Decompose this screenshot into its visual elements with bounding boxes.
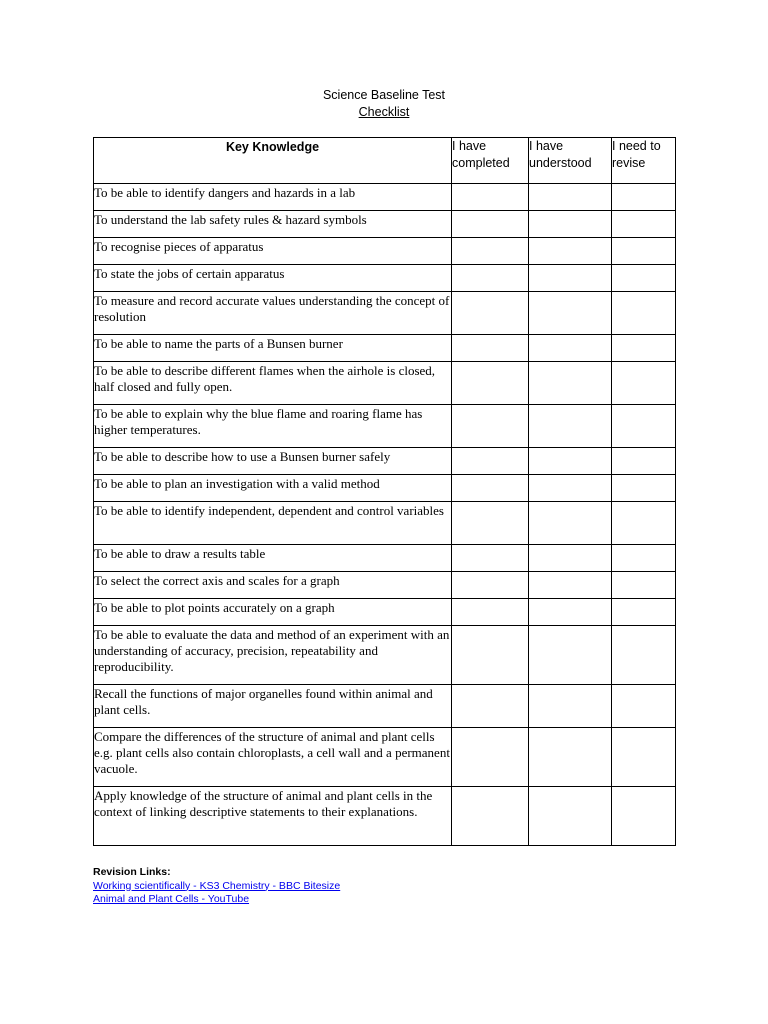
completed-checkbox-cell[interactable]: [452, 787, 529, 846]
table-row: [94, 572, 676, 599]
table-row: [94, 211, 676, 238]
knowledge-cell: Compare the differences of the structure of animal and plant cells e.g. plant cells also contain chloroplasts, a cell wall and a permanent vacuole.: [94, 728, 452, 787]
revision-link-bbc-bitesize[interactable]: Working scientifically - KS3 Chemistry - BBC Bitesize: [93, 879, 341, 892]
table-row: [94, 728, 676, 787]
understood-checkbox-cell[interactable]: [529, 572, 612, 599]
revise-checkbox-cell[interactable]: [612, 184, 676, 211]
completed-checkbox-cell[interactable]: [452, 475, 529, 502]
table-row: [94, 265, 676, 292]
revision-link-youtube[interactable]: Animal and Plant Cells - YouTube: [93, 893, 250, 905]
completed-checkbox-cell[interactable]: [452, 728, 529, 787]
completed-checkbox-cell[interactable]: [452, 292, 529, 335]
knowledge-cell: Recall the functions of major organelles found within animal and plant cells.: [94, 685, 452, 728]
revise-checkbox-cell[interactable]: [612, 405, 676, 448]
completed-checkbox-cell[interactable]: [452, 335, 529, 362]
revise-checkbox-cell[interactable]: [612, 362, 676, 405]
revision-heading: Revision Links:: [93, 866, 171, 878]
table-row: [94, 626, 676, 685]
table-row: [94, 362, 676, 405]
completed-checkbox-cell[interactable]: [452, 448, 529, 475]
understood-checkbox-cell[interactable]: [529, 211, 612, 238]
understood-checkbox-cell[interactable]: [529, 599, 612, 626]
table-row: [94, 545, 676, 572]
revise-checkbox-cell[interactable]: [612, 572, 676, 599]
understood-checkbox-cell[interactable]: [529, 475, 612, 502]
knowledge-cell: Apply knowledge of the structure of animal and plant cells in the context of linking descriptive statements to their explanations.: [94, 787, 452, 846]
knowledge-cell: To recognise pieces of apparatus: [94, 238, 452, 265]
header-completed: I have completed: [452, 138, 529, 184]
knowledge-cell: To state the jobs of certain apparatus: [94, 265, 452, 292]
table-row: [94, 184, 676, 211]
table-row: [94, 448, 676, 475]
revise-checkbox-cell[interactable]: [612, 502, 676, 545]
understood-checkbox-cell[interactable]: [529, 238, 612, 265]
knowledge-cell: To be able to name the parts of a Bunsen burner: [94, 335, 452, 362]
table-row: [94, 685, 676, 728]
header-understood: I have understood: [529, 138, 612, 184]
checklist-table: [93, 137, 676, 846]
understood-checkbox-cell[interactable]: [529, 292, 612, 335]
understood-checkbox-cell[interactable]: [529, 184, 612, 211]
completed-checkbox-cell[interactable]: [452, 405, 529, 448]
revise-checkbox-cell[interactable]: [612, 211, 676, 238]
completed-checkbox-cell[interactable]: [452, 238, 529, 265]
understood-checkbox-cell[interactable]: [529, 335, 612, 362]
header-revise: I need to revise: [612, 138, 676, 184]
header-key-knowledge: Key Knowledge: [94, 138, 452, 184]
revise-checkbox-cell[interactable]: [612, 292, 676, 335]
table-row: [94, 599, 676, 626]
knowledge-cell: To be able to describe different flames when the airhole is closed, half closed and fully open.: [94, 362, 452, 405]
completed-checkbox-cell[interactable]: [452, 184, 529, 211]
understood-checkbox-cell[interactable]: [529, 362, 612, 405]
table-row: [94, 502, 676, 545]
document-subtitle: Checklist: [358, 105, 410, 119]
completed-checkbox-cell[interactable]: [452, 545, 529, 572]
knowledge-cell: To be able to draw a results table: [94, 545, 452, 572]
revise-checkbox-cell[interactable]: [612, 238, 676, 265]
completed-checkbox-cell[interactable]: [452, 502, 529, 545]
revise-checkbox-cell[interactable]: [612, 545, 676, 572]
completed-checkbox-cell[interactable]: [452, 362, 529, 405]
understood-checkbox-cell[interactable]: [529, 626, 612, 685]
revision-section: [93, 866, 340, 907]
knowledge-cell: To be able to describe how to use a Bunsen burner safely: [94, 448, 452, 475]
knowledge-cell: To be able to explain why the blue flame and roaring flame has higher temperatures.: [94, 405, 452, 448]
knowledge-cell: To select the correct axis and scales for a graph: [94, 572, 452, 599]
table-row: [94, 238, 676, 265]
understood-checkbox-cell[interactable]: [529, 545, 612, 572]
revise-checkbox-cell[interactable]: [612, 448, 676, 475]
table-row: [94, 475, 676, 502]
knowledge-cell: To be able to identify dangers and hazards in a lab: [94, 184, 452, 211]
revise-checkbox-cell[interactable]: [612, 475, 676, 502]
understood-checkbox-cell[interactable]: [529, 787, 612, 846]
knowledge-cell: To be able to evaluate the data and method of an experiment with an understanding of accuracy, precision, repeatability and reproducibility.: [94, 626, 452, 685]
table-row: [94, 292, 676, 335]
completed-checkbox-cell[interactable]: [452, 265, 529, 292]
knowledge-cell: To be able to plot points accurately on a graph: [94, 599, 452, 626]
revise-checkbox-cell[interactable]: [612, 626, 676, 685]
knowledge-cell: To measure and record accurate values understanding the concept of resolution: [94, 292, 452, 335]
understood-checkbox-cell[interactable]: [529, 685, 612, 728]
completed-checkbox-cell[interactable]: [452, 211, 529, 238]
revise-checkbox-cell[interactable]: [612, 335, 676, 362]
completed-checkbox-cell[interactable]: [452, 599, 529, 626]
table-row: [94, 405, 676, 448]
understood-checkbox-cell[interactable]: [529, 448, 612, 475]
completed-checkbox-cell[interactable]: [452, 572, 529, 599]
revise-checkbox-cell[interactable]: [612, 728, 676, 787]
knowledge-cell: To be able to plan an investigation with a valid method: [94, 475, 452, 502]
understood-checkbox-cell[interactable]: [529, 502, 612, 545]
table-row: [94, 787, 676, 846]
understood-checkbox-cell[interactable]: [529, 405, 612, 448]
table-header-row: [94, 138, 676, 184]
completed-checkbox-cell[interactable]: [452, 685, 529, 728]
understood-checkbox-cell[interactable]: [529, 728, 612, 787]
revise-checkbox-cell[interactable]: [612, 685, 676, 728]
revise-checkbox-cell[interactable]: [612, 599, 676, 626]
completed-checkbox-cell[interactable]: [452, 626, 529, 685]
understood-checkbox-cell[interactable]: [529, 265, 612, 292]
document-title: Science Baseline Test: [322, 88, 446, 102]
knowledge-cell: To understand the lab safety rules & hazard symbols: [94, 211, 452, 238]
knowledge-cell: To be able to identify independent, dependent and control variables: [94, 502, 452, 545]
revise-checkbox-cell[interactable]: [612, 265, 676, 292]
revise-checkbox-cell[interactable]: [612, 787, 676, 846]
table-row: [94, 335, 676, 362]
